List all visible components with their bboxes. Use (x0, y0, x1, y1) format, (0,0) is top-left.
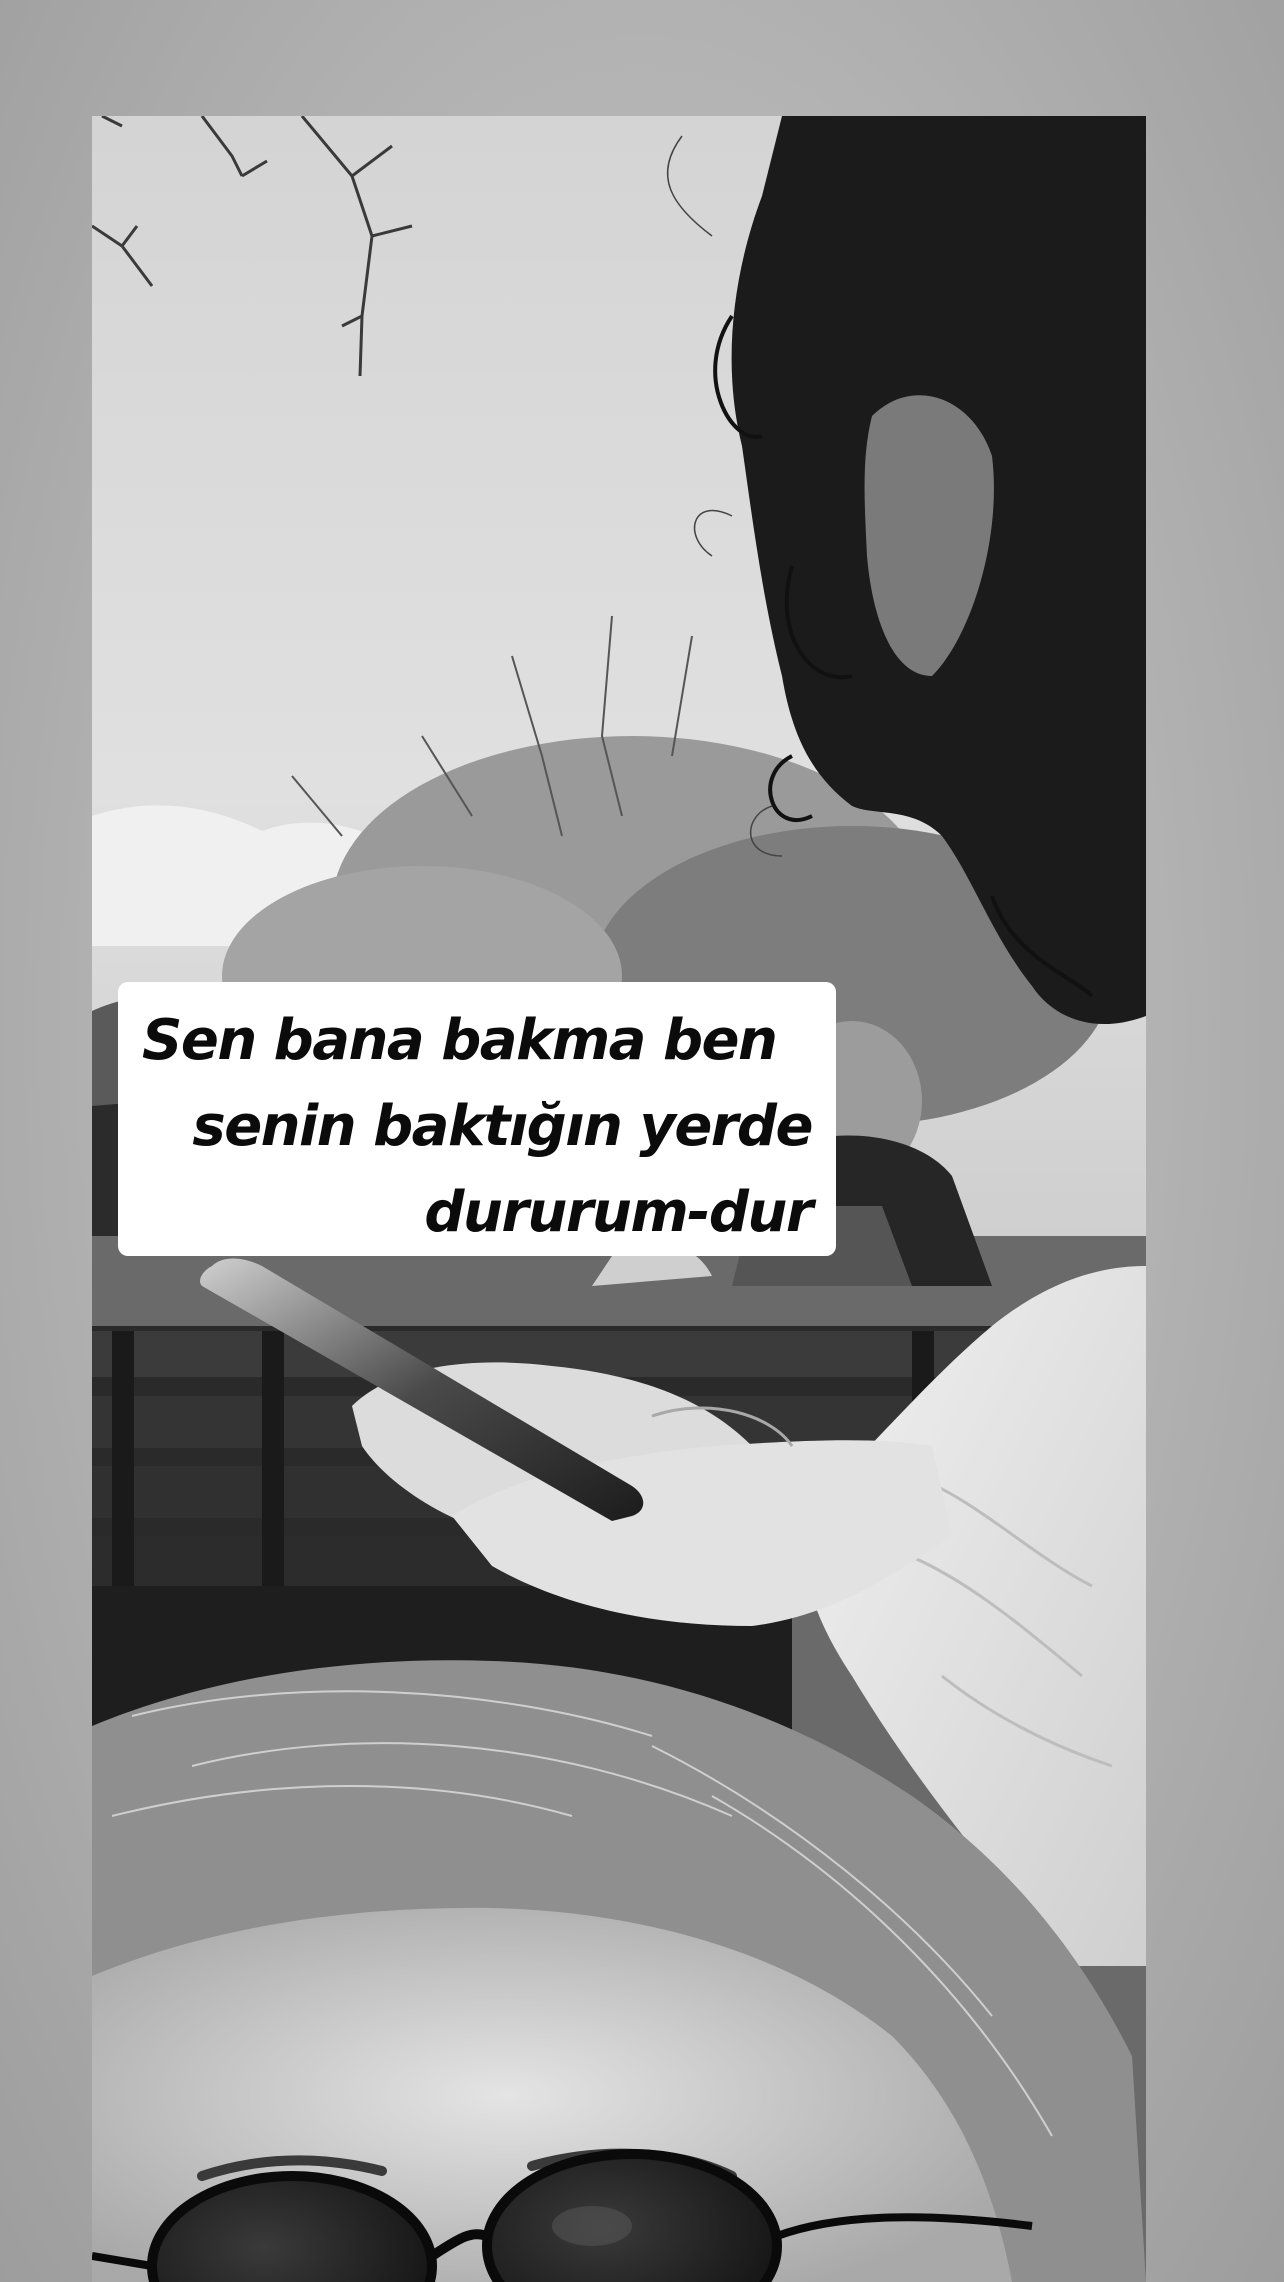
caption-line-1: Sen bana bakma ben (142, 1008, 777, 1073)
caption-line-3: dururum-dur (424, 1180, 812, 1245)
caption-line-2: senin baktığın yerde (192, 1094, 812, 1159)
caption-sticker[interactable] (118, 982, 836, 1256)
